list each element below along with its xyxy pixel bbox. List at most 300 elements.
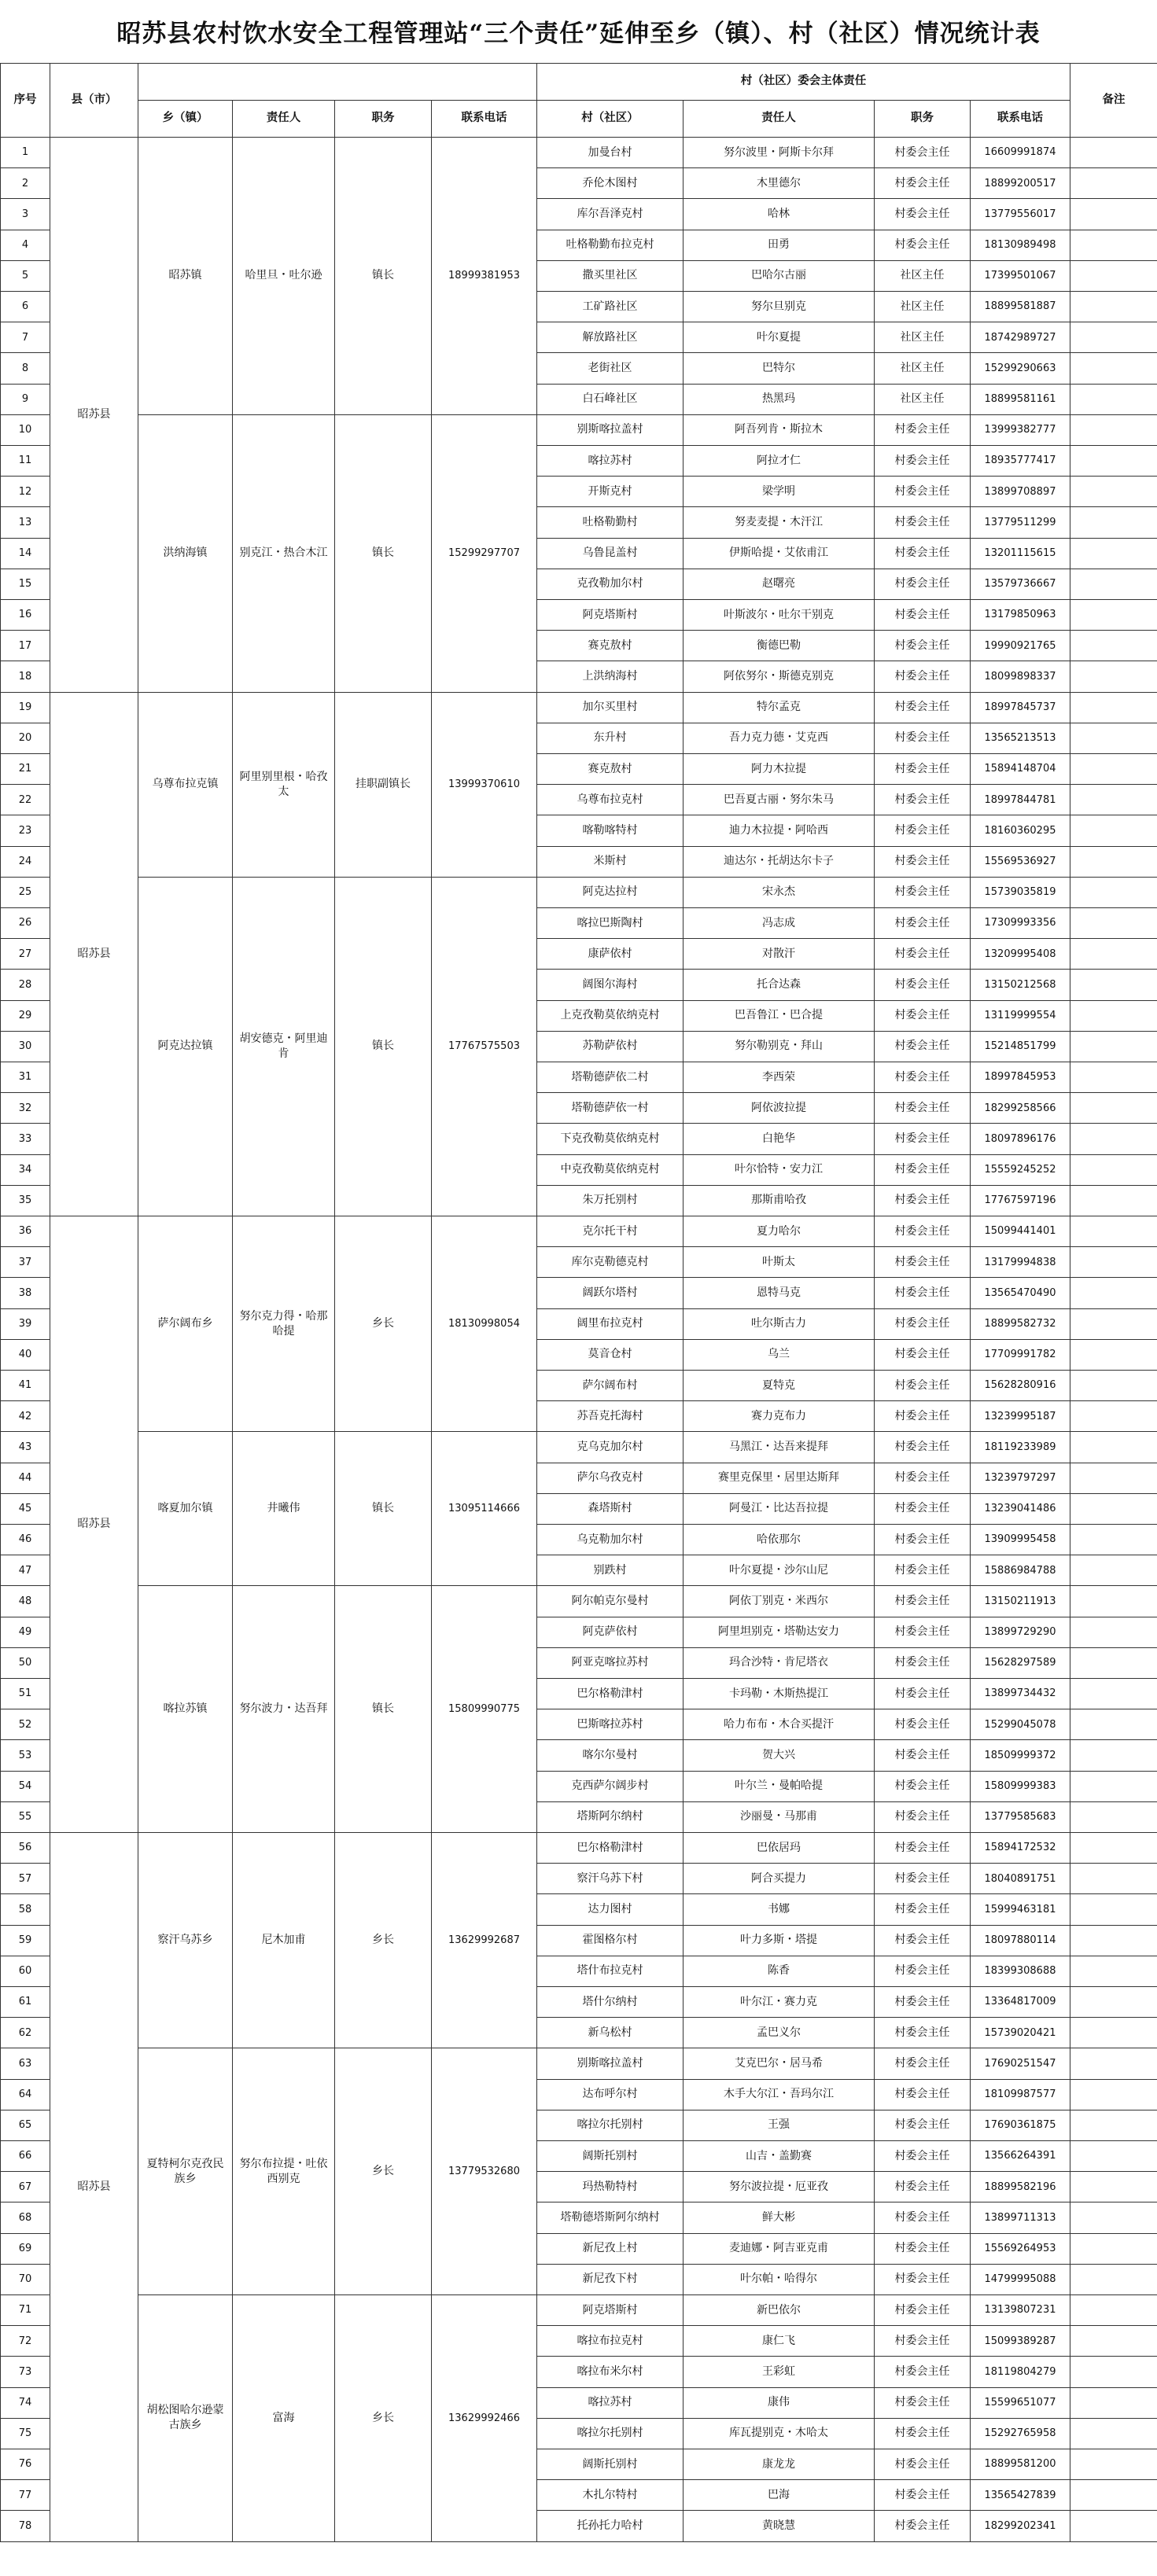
remark-cell bbox=[1070, 753, 1157, 785]
village-name: 塔勒德塔斯阿尔纳村 bbox=[536, 2202, 684, 2233]
row-seq: 30 bbox=[0, 1031, 50, 1062]
village-person: 迪力木拉提・阿哈西 bbox=[683, 815, 875, 846]
village-phone: 13139807231 bbox=[970, 2294, 1070, 2326]
village-name: 木扎尔特村 bbox=[536, 2479, 684, 2511]
remark-cell bbox=[1070, 1678, 1157, 1709]
village-position: 村委会主任 bbox=[874, 2140, 971, 2172]
village-phone: 18097880114 bbox=[970, 1925, 1070, 1956]
village-phone: 13999382777 bbox=[970, 414, 1070, 446]
county-cell: 昭苏县 bbox=[50, 692, 138, 1216]
village-name: 苏勒萨依村 bbox=[536, 1031, 684, 1062]
township-name: 夏特柯尔克孜民族乡 bbox=[138, 2048, 233, 2295]
village-phone: 18935777417 bbox=[970, 445, 1070, 477]
row-seq: 75 bbox=[0, 2418, 50, 2449]
village-phone: 15214851799 bbox=[970, 1031, 1070, 1062]
remark-cell bbox=[1070, 907, 1157, 939]
village-position: 村委会主任 bbox=[874, 1925, 971, 1956]
village-position: 村委会主任 bbox=[874, 1739, 971, 1771]
remark-cell bbox=[1070, 1339, 1157, 1371]
remark-cell bbox=[1070, 2110, 1157, 2141]
row-seq: 37 bbox=[0, 1246, 50, 1278]
village-phone: 15739035819 bbox=[970, 877, 1070, 908]
village-name: 库尔吾泽克村 bbox=[536, 198, 684, 230]
row-seq: 48 bbox=[0, 1585, 50, 1617]
township-name: 察汗乌苏乡 bbox=[138, 1832, 233, 2048]
remark-cell bbox=[1070, 384, 1157, 415]
village-position: 村委会主任 bbox=[874, 753, 971, 785]
village-person: 叶尔夏提 bbox=[683, 322, 875, 353]
village-person: 叶尔恰特・安力江 bbox=[683, 1154, 875, 1186]
village-name: 库尔克勒德克村 bbox=[536, 1246, 684, 1278]
village-person: 阿拉才仁 bbox=[683, 445, 875, 477]
township-position: 镇长 bbox=[334, 1585, 432, 1833]
header-township-person: 责任人 bbox=[232, 100, 335, 138]
village-position: 社区主任 bbox=[874, 291, 971, 322]
village-position: 村委会主任 bbox=[874, 599, 971, 631]
village-phone: 18119233989 bbox=[970, 1431, 1070, 1463]
remark-cell bbox=[1070, 445, 1157, 477]
village-phone: 17709991782 bbox=[970, 1339, 1070, 1371]
remark-cell bbox=[1070, 846, 1157, 878]
village-person: 特尔孟克 bbox=[683, 692, 875, 723]
remark-cell bbox=[1070, 1956, 1157, 1987]
village-person: 叶斯太 bbox=[683, 1246, 875, 1278]
village-position: 社区主任 bbox=[874, 352, 971, 384]
township-name: 胡松图哈尔逊蒙古族乡 bbox=[138, 2294, 233, 2542]
village-name: 塔斯阿尔纳村 bbox=[536, 1801, 684, 1833]
village-position: 村委会主任 bbox=[874, 506, 971, 538]
village-phone: 13179994838 bbox=[970, 1246, 1070, 1278]
village-name: 莫音仓村 bbox=[536, 1339, 684, 1371]
village-phone: 13364817009 bbox=[970, 1986, 1070, 2018]
header-township-phone: 联系电话 bbox=[431, 100, 537, 138]
village-person: 田勇 bbox=[683, 230, 875, 261]
row-seq: 38 bbox=[0, 1277, 50, 1308]
village-name: 上克孜勒莫依纳克村 bbox=[536, 1000, 684, 1032]
header-township: 乡（镇） bbox=[138, 100, 233, 138]
village-name: 白石峰社区 bbox=[536, 384, 684, 415]
village-name: 东升村 bbox=[536, 723, 684, 754]
village-phone: 15739020421 bbox=[970, 2017, 1070, 2048]
row-seq: 47 bbox=[0, 1555, 50, 1586]
village-name: 乌克勒加尔村 bbox=[536, 1524, 684, 1555]
village-position: 村委会主任 bbox=[874, 1000, 971, 1032]
village-position: 村委会主任 bbox=[874, 1771, 971, 1802]
village-person: 叶尔夏提・沙尔山尼 bbox=[683, 1555, 875, 1586]
village-name: 喀勒喀特村 bbox=[536, 815, 684, 846]
row-seq: 25 bbox=[0, 877, 50, 908]
village-name: 别斯喀拉盖村 bbox=[536, 414, 684, 446]
village-position: 村委会主任 bbox=[874, 1493, 971, 1525]
village-position: 村委会主任 bbox=[874, 1062, 971, 1093]
remark-cell bbox=[1070, 661, 1157, 692]
village-person: 阿依丁别克・米西尔 bbox=[683, 1585, 875, 1617]
village-person: 艾克巴尔・居马希 bbox=[683, 2048, 875, 2079]
township-position: 镇长 bbox=[334, 137, 432, 415]
village-name: 阿克萨依村 bbox=[536, 1617, 684, 1648]
village-phone: 18899582196 bbox=[970, 2171, 1070, 2202]
remark-cell bbox=[1070, 2140, 1157, 2172]
village-position: 社区主任 bbox=[874, 260, 971, 292]
village-position: 村委会主任 bbox=[874, 1154, 971, 1186]
village-position: 村委会主任 bbox=[874, 2079, 971, 2110]
village-person: 巴哈尔古丽 bbox=[683, 260, 875, 292]
village-position: 村委会主任 bbox=[874, 1893, 971, 1925]
village-phone: 13119999554 bbox=[970, 1000, 1070, 1032]
village-position: 村委会主任 bbox=[874, 1400, 971, 1432]
village-phone: 13779585683 bbox=[970, 1801, 1070, 1833]
village-person: 对散汗 bbox=[683, 938, 875, 970]
county-cell: 昭苏县 bbox=[50, 1216, 138, 1833]
village-name: 朱万托别村 bbox=[536, 1185, 684, 1216]
village-phone: 15628280916 bbox=[970, 1370, 1070, 1401]
remark-cell bbox=[1070, 352, 1157, 384]
village-phone: 15299045078 bbox=[970, 1709, 1070, 1740]
village-person: 卡玛勒・木斯热提江 bbox=[683, 1678, 875, 1709]
row-seq: 31 bbox=[0, 1062, 50, 1093]
township-position: 乡长 bbox=[334, 2294, 432, 2542]
village-person: 孟巴义尔 bbox=[683, 2017, 875, 2048]
header-village-phone: 联系电话 bbox=[970, 100, 1070, 138]
header-village-group: 村（社区）委会主体责任 bbox=[536, 63, 1070, 101]
row-seq: 74 bbox=[0, 2387, 50, 2419]
village-phone: 15292765958 bbox=[970, 2418, 1070, 2449]
village-name: 喀拉尔托别村 bbox=[536, 2418, 684, 2449]
village-position: 村委会主任 bbox=[874, 1339, 971, 1371]
village-position: 村委会主任 bbox=[874, 2048, 971, 2079]
row-seq: 9 bbox=[0, 384, 50, 415]
township-person: 努尔布拉提・吐依西别克 bbox=[232, 2048, 335, 2295]
village-person: 王强 bbox=[683, 2110, 875, 2141]
village-person: 哈力布布・木合买提汗 bbox=[683, 1709, 875, 1740]
township-person: 努尔波力・达吾拜 bbox=[232, 1585, 335, 1833]
village-phone: 18097896176 bbox=[970, 1123, 1070, 1154]
village-position: 村委会主任 bbox=[874, 907, 971, 939]
village-phone: 18899582732 bbox=[970, 1308, 1070, 1340]
remark-cell bbox=[1070, 2048, 1157, 2079]
remark-cell bbox=[1070, 538, 1157, 569]
village-phone: 13579736667 bbox=[970, 569, 1070, 600]
village-person: 玛合沙特・肯尼塔衣 bbox=[683, 1647, 875, 1679]
row-seq: 27 bbox=[0, 938, 50, 970]
row-seq: 68 bbox=[0, 2202, 50, 2233]
village-phone: 13899711313 bbox=[970, 2202, 1070, 2233]
township-person: 努尔克力得・哈那哈提 bbox=[232, 1216, 335, 1432]
village-name: 萨尔阔布村 bbox=[536, 1370, 684, 1401]
row-seq: 77 bbox=[0, 2479, 50, 2511]
village-position: 村委会主任 bbox=[874, 2510, 971, 2541]
remark-cell bbox=[1070, 2233, 1157, 2265]
remark-cell bbox=[1070, 1463, 1157, 1494]
village-position: 村委会主任 bbox=[874, 2233, 971, 2265]
village-position: 村委会主任 bbox=[874, 1832, 971, 1864]
county-cell: 昭苏县 bbox=[50, 137, 138, 693]
village-phone: 18997845953 bbox=[970, 1062, 1070, 1093]
village-name: 苏吾克托海村 bbox=[536, 1400, 684, 1432]
village-name: 喀拉布米尔村 bbox=[536, 2356, 684, 2387]
village-phone: 15894148704 bbox=[970, 753, 1070, 785]
township-person: 阿里别里根・哈孜太 bbox=[232, 692, 335, 878]
township-name: 阿克达拉镇 bbox=[138, 877, 233, 1216]
remark-cell bbox=[1070, 1308, 1157, 1340]
page-title: 昭苏县农村饮水安全工程管理站“三个责任”延伸至乡（镇）、村（社区）情况统计表 bbox=[116, 19, 1041, 48]
village-phone: 13899729290 bbox=[970, 1617, 1070, 1648]
village-person: 阿依努尔・斯德克别克 bbox=[683, 661, 875, 692]
remark-cell bbox=[1070, 1555, 1157, 1586]
village-person: 巴依居玛 bbox=[683, 1832, 875, 1864]
remark-cell bbox=[1070, 1277, 1157, 1308]
village-person: 赵曙亮 bbox=[683, 569, 875, 600]
remark-cell bbox=[1070, 1709, 1157, 1740]
row-seq: 5 bbox=[0, 260, 50, 292]
village-name: 阿亚克喀拉苏村 bbox=[536, 1647, 684, 1679]
village-person: 康伟 bbox=[683, 2387, 875, 2419]
row-seq: 53 bbox=[0, 1739, 50, 1771]
village-person: 巴吾夏古丽・努尔朱马 bbox=[683, 784, 875, 815]
remark-cell bbox=[1070, 2171, 1157, 2202]
row-seq: 40 bbox=[0, 1339, 50, 1371]
row-seq: 43 bbox=[0, 1431, 50, 1463]
row-seq: 29 bbox=[0, 1000, 50, 1032]
row-seq: 10 bbox=[0, 414, 50, 446]
row-seq: 58 bbox=[0, 1893, 50, 1925]
village-position: 村委会主任 bbox=[874, 1277, 971, 1308]
village-name: 阿克塔斯村 bbox=[536, 599, 684, 631]
village-name: 乌鲁昆盖村 bbox=[536, 538, 684, 569]
row-seq: 16 bbox=[0, 599, 50, 631]
remark-cell bbox=[1070, 1123, 1157, 1154]
remark-cell bbox=[1070, 1771, 1157, 1802]
village-position: 村委会主任 bbox=[874, 1617, 971, 1648]
village-name: 塔什尔纳村 bbox=[536, 1986, 684, 2018]
township-phone: 15809990775 bbox=[431, 1585, 537, 1833]
village-name: 阔斯托别村 bbox=[536, 2449, 684, 2480]
village-position: 村委会主任 bbox=[874, 784, 971, 815]
remark-cell bbox=[1070, 1092, 1157, 1124]
village-person: 努麦麦提・木汗江 bbox=[683, 506, 875, 538]
county-cell: 昭苏县 bbox=[50, 1832, 138, 2542]
row-seq: 49 bbox=[0, 1617, 50, 1648]
village-position: 村委会主任 bbox=[874, 2325, 971, 2357]
village-name: 解放路社区 bbox=[536, 322, 684, 353]
village-position: 村委会主任 bbox=[874, 1463, 971, 1494]
village-person: 黄晓慧 bbox=[683, 2510, 875, 2541]
village-name: 赛克敖村 bbox=[536, 630, 684, 661]
row-seq: 33 bbox=[0, 1123, 50, 1154]
village-phone: 18160360295 bbox=[970, 815, 1070, 846]
village-person: 白艳华 bbox=[683, 1123, 875, 1154]
village-name: 乌尊布拉克村 bbox=[536, 784, 684, 815]
village-phone: 14799995088 bbox=[970, 2264, 1070, 2295]
header-township-top bbox=[138, 63, 537, 101]
village-position: 村委会主任 bbox=[874, 1216, 971, 1247]
village-phone: 18399308688 bbox=[970, 1956, 1070, 1987]
row-seq: 76 bbox=[0, 2449, 50, 2480]
row-seq: 41 bbox=[0, 1370, 50, 1401]
village-position: 村委会主任 bbox=[874, 815, 971, 846]
village-name: 新尼孜上村 bbox=[536, 2233, 684, 2265]
row-seq: 63 bbox=[0, 2048, 50, 2079]
township-position: 乡长 bbox=[334, 1832, 432, 2048]
row-seq: 55 bbox=[0, 1801, 50, 1833]
village-phone: 18040891751 bbox=[970, 1863, 1070, 1894]
row-seq: 52 bbox=[0, 1709, 50, 1740]
village-name: 霍图格尔村 bbox=[536, 1925, 684, 1956]
village-phone: 13150211913 bbox=[970, 1585, 1070, 1617]
village-position: 村委会主任 bbox=[874, 198, 971, 230]
village-name: 巴尔格勒津村 bbox=[536, 1678, 684, 1709]
village-position: 村委会主任 bbox=[874, 1092, 971, 1124]
remark-cell bbox=[1070, 2449, 1157, 2480]
village-phone: 13565427839 bbox=[970, 2479, 1070, 2511]
remark-cell bbox=[1070, 630, 1157, 661]
remark-cell bbox=[1070, 2479, 1157, 2511]
village-phone: 13565213513 bbox=[970, 723, 1070, 754]
header-seq: 序号 bbox=[0, 63, 50, 138]
village-person: 努尔波拉提・厄亚孜 bbox=[683, 2171, 875, 2202]
village-position: 村委会主任 bbox=[874, 723, 971, 754]
township-name: 昭苏镇 bbox=[138, 137, 233, 415]
village-person: 康仁飞 bbox=[683, 2325, 875, 2357]
village-position: 村委会主任 bbox=[874, 877, 971, 908]
village-position: 社区主任 bbox=[874, 384, 971, 415]
township-position: 乡长 bbox=[334, 1216, 432, 1432]
row-seq: 13 bbox=[0, 506, 50, 538]
village-position: 村委会主任 bbox=[874, 167, 971, 199]
village-phone: 18099898337 bbox=[970, 661, 1070, 692]
village-person: 鲜大彬 bbox=[683, 2202, 875, 2233]
village-name: 别斯喀拉盖村 bbox=[536, 2048, 684, 2079]
village-phone: 15599651077 bbox=[970, 2387, 1070, 2419]
village-position: 村委会主任 bbox=[874, 661, 971, 692]
village-position: 村委会主任 bbox=[874, 538, 971, 569]
township-position: 乡长 bbox=[334, 2048, 432, 2295]
village-position: 村委会主任 bbox=[874, 414, 971, 446]
village-phone: 18299202341 bbox=[970, 2510, 1070, 2541]
village-phone: 18899200517 bbox=[970, 167, 1070, 199]
village-person: 努尔勒别克・拜山 bbox=[683, 1031, 875, 1062]
village-person: 库瓦提别克・木哈太 bbox=[683, 2418, 875, 2449]
township-name: 乌尊布拉克镇 bbox=[138, 692, 233, 878]
header-village-person: 责任人 bbox=[683, 100, 875, 138]
row-seq: 46 bbox=[0, 1524, 50, 1555]
remark-cell bbox=[1070, 1524, 1157, 1555]
village-phone: 18899581887 bbox=[970, 291, 1070, 322]
village-name: 克孜勒加尔村 bbox=[536, 569, 684, 600]
remark-cell bbox=[1070, 291, 1157, 322]
row-seq: 54 bbox=[0, 1771, 50, 1802]
township-name: 喀拉苏镇 bbox=[138, 1585, 233, 1833]
village-position: 村委会主任 bbox=[874, 569, 971, 600]
village-person: 努尔波里・阿斯卡尔拜 bbox=[683, 137, 875, 168]
remark-cell bbox=[1070, 1000, 1157, 1032]
remark-cell bbox=[1070, 692, 1157, 723]
village-position: 村委会主任 bbox=[874, 2387, 971, 2419]
village-name: 喀拉巴斯陶村 bbox=[536, 907, 684, 939]
township-position: 镇长 bbox=[334, 877, 432, 1216]
village-person: 阿力木拉提 bbox=[683, 753, 875, 785]
township-phone: 13095114666 bbox=[431, 1431, 537, 1586]
village-person: 赛力克布力 bbox=[683, 1400, 875, 1432]
row-seq: 34 bbox=[0, 1154, 50, 1186]
header-remark: 备注 bbox=[1070, 63, 1157, 138]
remark-cell bbox=[1070, 1832, 1157, 1864]
village-name: 别跌村 bbox=[536, 1555, 684, 1586]
village-name: 新尼孜下村 bbox=[536, 2264, 684, 2295]
remark-cell bbox=[1070, 1062, 1157, 1093]
village-name: 塔什布拉克村 bbox=[536, 1956, 684, 1987]
village-name: 中克孜勒莫依纳克村 bbox=[536, 1154, 684, 1186]
row-seq: 17 bbox=[0, 630, 50, 661]
village-name: 加尔买里村 bbox=[536, 692, 684, 723]
village-position: 村委会主任 bbox=[874, 692, 971, 723]
village-phone: 13239797297 bbox=[970, 1463, 1070, 1494]
township-person: 富海 bbox=[232, 2294, 335, 2542]
remark-cell bbox=[1070, 1925, 1157, 1956]
remark-cell bbox=[1070, 2294, 1157, 2326]
village-position: 村委会主任 bbox=[874, 2356, 971, 2387]
village-name: 萨尔乌孜克村 bbox=[536, 1463, 684, 1494]
village-person: 阿合买提力 bbox=[683, 1863, 875, 1894]
village-position: 村委会主任 bbox=[874, 1123, 971, 1154]
remark-cell bbox=[1070, 322, 1157, 353]
village-name: 喀拉布拉克村 bbox=[536, 2325, 684, 2357]
village-position: 村委会主任 bbox=[874, 445, 971, 477]
remark-cell bbox=[1070, 1739, 1157, 1771]
row-seq: 57 bbox=[0, 1863, 50, 1894]
township-phone: 13629992687 bbox=[431, 1832, 537, 2048]
row-seq: 45 bbox=[0, 1493, 50, 1525]
remark-cell bbox=[1070, 938, 1157, 970]
village-position: 村委会主任 bbox=[874, 1709, 971, 1740]
village-person: 冯志成 bbox=[683, 907, 875, 939]
remark-cell bbox=[1070, 2202, 1157, 2233]
village-phone: 13779556017 bbox=[970, 198, 1070, 230]
village-phone: 16609991874 bbox=[970, 137, 1070, 168]
row-seq: 6 bbox=[0, 291, 50, 322]
remark-cell bbox=[1070, 969, 1157, 1000]
village-phone: 13565470490 bbox=[970, 1277, 1070, 1308]
village-person: 叶力多斯・塔提 bbox=[683, 1925, 875, 1956]
row-seq: 4 bbox=[0, 230, 50, 261]
remark-cell bbox=[1070, 2079, 1157, 2110]
row-seq: 51 bbox=[0, 1678, 50, 1709]
village-name: 巴尔格勒津村 bbox=[536, 1832, 684, 1864]
township-phone: 18130998054 bbox=[431, 1216, 537, 1432]
village-name: 下克孜勒莫依纳克村 bbox=[536, 1123, 684, 1154]
village-phone: 17767597196 bbox=[970, 1185, 1070, 1216]
village-name: 达力图村 bbox=[536, 1893, 684, 1925]
village-phone: 15886984788 bbox=[970, 1555, 1070, 1586]
village-position: 村委会主任 bbox=[874, 1585, 971, 1617]
village-phone: 18742989727 bbox=[970, 322, 1070, 353]
village-person: 马黑江・达吾来提拜 bbox=[683, 1431, 875, 1463]
village-person: 贺大兴 bbox=[683, 1739, 875, 1771]
row-seq: 14 bbox=[0, 538, 50, 569]
remark-cell bbox=[1070, 137, 1157, 168]
village-person: 热黑玛 bbox=[683, 384, 875, 415]
village-position: 村委会主任 bbox=[874, 1678, 971, 1709]
remark-cell bbox=[1070, 1400, 1157, 1432]
village-person: 哈林 bbox=[683, 198, 875, 230]
village-person: 木里德尔 bbox=[683, 167, 875, 199]
village-person: 宋永杰 bbox=[683, 877, 875, 908]
village-position: 社区主任 bbox=[874, 322, 971, 353]
township-phone: 15299297707 bbox=[431, 414, 537, 693]
remark-cell bbox=[1070, 1493, 1157, 1525]
village-position: 村委会主任 bbox=[874, 230, 971, 261]
village-name: 阿尔帕克尔曼村 bbox=[536, 1585, 684, 1617]
